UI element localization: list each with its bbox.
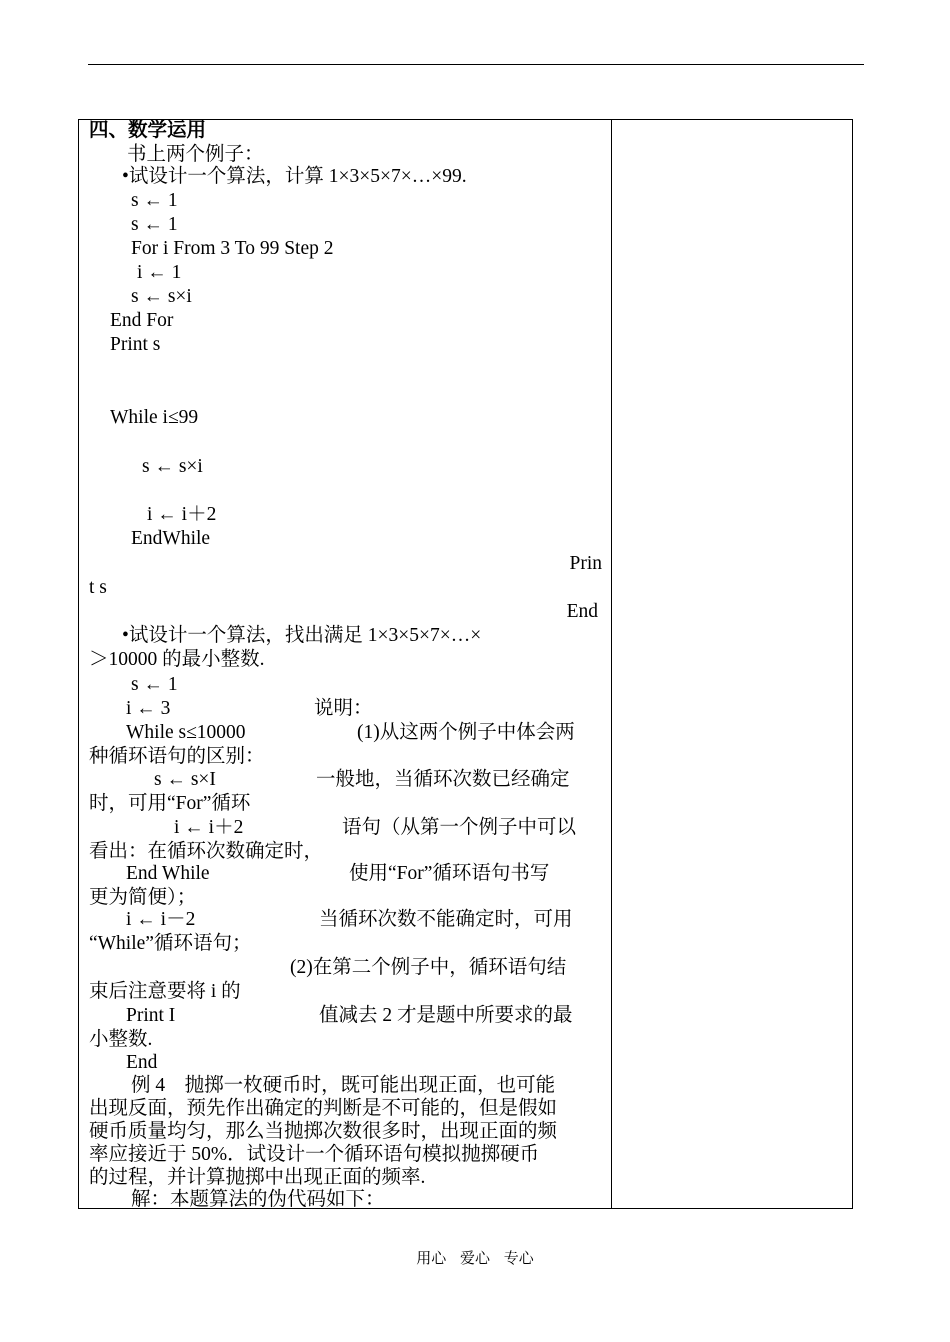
- example1-prompt: •试设计一个算法，计算 1×3×5×7×…×99.: [122, 166, 467, 187]
- note-line: 使用“For”循环语句书写: [349, 863, 550, 884]
- code-line: t s: [89, 577, 107, 598]
- code-line: i ← i＋2: [147, 504, 217, 525]
- code-line: s ← s×i: [131, 286, 192, 307]
- intro-text: 书上两个例子：: [127, 144, 264, 165]
- code-line: Print I: [126, 1005, 176, 1026]
- code-line: End While: [126, 863, 210, 884]
- note-line: 时，可用“For”循环: [89, 793, 251, 814]
- note-line: 看出：在循环次数确定时，: [89, 841, 324, 862]
- code-line: End: [566, 601, 598, 622]
- page-footer: 用心 爱心 专心: [416, 1251, 534, 1267]
- note-line: “While”循环语句；: [89, 933, 252, 954]
- code-line: Print s: [110, 334, 161, 355]
- note-line: (1)从这两个例子中体会两: [357, 722, 575, 743]
- code-line: i ← i＋2: [174, 817, 244, 838]
- note-line: 更为简便）；: [89, 887, 197, 908]
- example2-prompt: •试设计一个算法，找出满足 1×3×5×7×…×: [122, 625, 482, 646]
- code-line: s ← 1: [131, 674, 178, 695]
- example4-line: 硬币质量均匀，那么当抛掷次数很多时，出现正面的频: [89, 1121, 558, 1142]
- example2-prompt-cont: ＞10000 的最小整数.: [89, 649, 265, 670]
- code-line: While i≤99: [110, 407, 199, 428]
- note-line: 值减去 2 才是题中所要求的最: [319, 1005, 573, 1026]
- header-rule: [88, 64, 864, 65]
- note-line: 当循环次数不能确定时，可用: [319, 909, 573, 930]
- example4-line: 率应接近于 50%．试设计一个循环语句模拟抛掷硬币: [89, 1144, 540, 1165]
- code-line: i ← 1: [137, 262, 182, 283]
- code-line: End For: [110, 310, 174, 331]
- code-line: s ← 1: [131, 190, 178, 211]
- code-line: EndWhile: [131, 528, 211, 549]
- code-line: s ← s×I: [154, 769, 216, 790]
- column-divider: [611, 119, 612, 1209]
- example4-solution: 解：本题算法的伪代码如下：: [131, 1189, 385, 1210]
- example4-line: 出现反面，预先作出确定的判断是不可能的，但是假如: [89, 1098, 558, 1119]
- code-line: s ← s×i: [142, 456, 203, 477]
- code-line: End: [126, 1052, 158, 1073]
- note-line: 小整数.: [89, 1029, 153, 1050]
- code-line: i ← 3: [126, 698, 171, 719]
- note-line: 种循环语句的区别：: [89, 746, 265, 767]
- example4-line: 例 4 抛掷一枚硬币时，既可能出现正面，也可能: [131, 1075, 556, 1096]
- code-line: For i From 3 To 99 Step 2: [131, 238, 334, 259]
- section-heading: 四、数学运用: [89, 120, 207, 141]
- note-line: 束后注意要将 i 的: [89, 981, 241, 1002]
- code-line: i ← i－2: [126, 909, 196, 930]
- note-line: 语句（从第一个例子中可以: [342, 817, 577, 838]
- example4-line: 的过程，并计算抛掷中出现正面的频率.: [89, 1167, 426, 1188]
- code-line: Prin: [569, 553, 602, 574]
- note-title: 说明：: [314, 698, 373, 719]
- code-line: While s≤10000: [126, 722, 246, 743]
- code-line: s ← 1: [131, 214, 178, 235]
- note-line: 一般地，当循环次数已经确定: [316, 769, 570, 790]
- note-line: (2)在第二个例子中，循环语句结: [290, 957, 567, 978]
